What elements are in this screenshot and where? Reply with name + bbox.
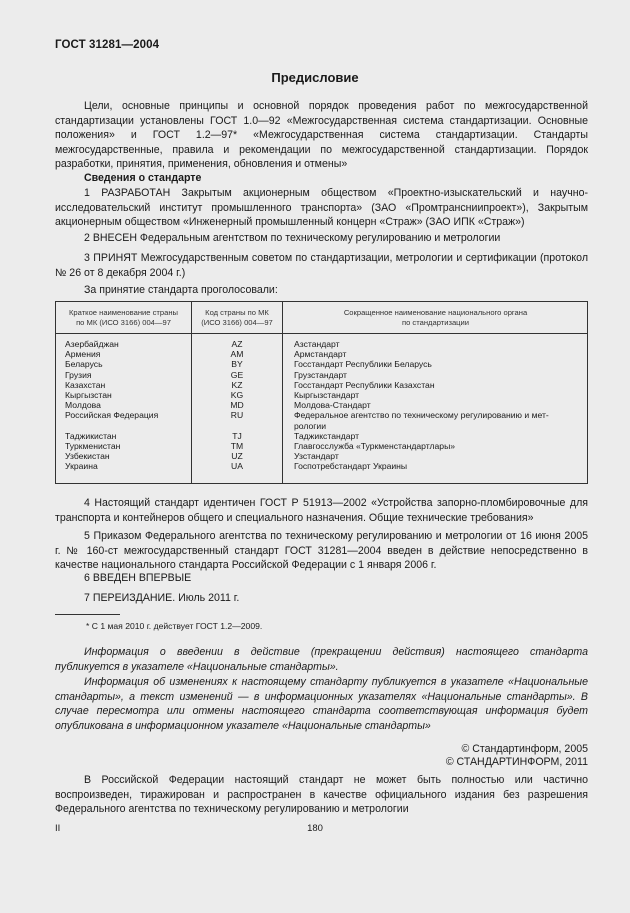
table-cell-code: KZ — [231, 379, 243, 390]
table-cell-country: Армения — [65, 349, 101, 360]
info-1-text: Информация о введении в действие (прекращении действия) настоящего стандарта публикуется в указателе «Национальные стандарты». — [55, 646, 588, 673]
item-5-text: 5 Приказом Федерального агентства по техническому регулированию и метрологии от 16 июня 2005 г. № 160-ст межгосударственный стандарт ГОСТ 31281—2004 введен в действие непосредственно в качестве национального стандарта Российской Федерации с 1 января 2006 г. — [55, 530, 588, 572]
table-cell-body: Федеральное агентство по техническому регулированию и мет- — [294, 410, 549, 421]
table-cell-body: Главгосслужба «Туркменстандартлары» — [294, 440, 456, 451]
table-header-country — [56, 308, 191, 328]
vote-intro: За принятие стандарта проголосовали: — [84, 284, 278, 296]
table-cell-country: Беларусь — [65, 359, 103, 370]
body-column — [294, 339, 584, 471]
table-cell-code: AM — [230, 349, 244, 360]
table-cell-code: TJ — [232, 430, 242, 441]
header-line: по стандартизации — [401, 318, 470, 327]
table-cell-code: MD — [230, 400, 244, 411]
item-2-text: 2 ВНЕСЕН Федеральным агентством по техническому регулированию и метрологии — [84, 232, 501, 244]
table-cell-body: Молдова-Стандарт — [294, 400, 371, 411]
item-5 — [55, 529, 588, 573]
legal-notice — [55, 773, 588, 817]
copyright-2005: © Стандартинформ, 2005 — [461, 743, 588, 755]
table-cell-country: Грузия — [65, 369, 92, 380]
code-column — [192, 339, 282, 471]
item-1-text: 1 РАЗРАБОТАН Закрытым акционерным обществом «Проектно-изыскательский и научно-исследовательский институт промышленного транспорта» (ЗАО «Промтрансниипроект»), Закрытым акционерным обществом «Инженерный промышленный концерн «Страж» (ЗАО ИПК «Страж») — [55, 187, 588, 229]
table-divider — [282, 302, 283, 483]
table-cell-country: Казахстан — [65, 379, 106, 390]
table-cell-body: Узстандарт — [294, 451, 339, 462]
header-line: по МК (ИСО 3166) 004—97 — [76, 318, 171, 327]
table-cell-country: Туркменистан — [65, 440, 121, 451]
table-cell-body: Грузстандарт — [294, 369, 347, 380]
table-cell-body: Азстандарт — [294, 339, 340, 349]
table-cell-country: Российская Федерация — [65, 410, 159, 421]
table-cell-body: Госстандарт Республики Беларусь — [294, 359, 432, 370]
info-paragraph-1 — [55, 645, 588, 674]
info-paragraph-2 — [55, 675, 588, 733]
footnote: * С 1 мая 2010 г. действует ГОСТ 1.2—2009. — [86, 621, 263, 631]
table-spacer — [65, 421, 189, 431]
item-6: 6 ВВЕДЕН ВПЕРВЫЕ — [84, 572, 192, 584]
table-cell-code: UZ — [231, 451, 243, 462]
item-3-text: 3 ПРИНЯТ Межгосударственным советом по стандартизации, метрологии и сертификации (протокол № 26 от 8 декабря 2004 г.) — [55, 252, 588, 279]
item-2 — [55, 231, 588, 246]
table-cell-country: Кыргызстан — [65, 389, 112, 400]
standard-code-header: ГОСТ 31281—2004 — [55, 39, 160, 51]
item-3 — [55, 251, 588, 280]
item-1 — [55, 186, 588, 230]
roman-page-number: II — [55, 823, 61, 834]
table-spacer — [192, 421, 282, 431]
table-cell-code: AZ — [231, 339, 243, 349]
country-column — [65, 339, 189, 471]
info-2-text: Информация об изменениях к настоящему стандарту публикуется в указателе «Национальные стандарты», а текст изменений — в информационных указателях «Национальные стандарты». В случае пересмотра или отмены настоящего стандарта соответствующая информация будет опубликована в информационном указателе «Национальные стандарты» — [55, 676, 588, 732]
table-cell-country: Молдова — [65, 400, 101, 411]
table-header-divider — [56, 333, 587, 334]
table-cell-code: UA — [231, 461, 243, 472]
table-cell-body: Госпотребстандарт Украины — [294, 461, 408, 472]
intro-text: Цели, основные принципы и основной порядок проведения работ по межгосударственной стандартизации установлены ГОСТ 1.0—92 «Межгосударственная система стандартизации. Основные положения» и ГОСТ 1.2—97* «Межгосударственная система стандартизации. Стандарты межгосударственные, правила и рекомендации по межгосударственной стандартизации. Порядок разработки, принятия, применения, обновления и отмены» — [55, 100, 588, 171]
item-4-text: 4 Настоящий стандарт идентичен ГОСТ Р 51913—2002 «Устройства запорно-пломбировочные для транспорта и контейнеров общего и специального назначения. Общие технические требования» — [55, 497, 588, 524]
copyright-2011: © СТАНДАРТИНФОРМ, 2011 — [445, 756, 588, 768]
table-cell-code: GE — [230, 369, 244, 380]
table-cell-body: Кыргызстандарт — [294, 389, 360, 400]
table-cell-code: TM — [230, 440, 244, 451]
header-line: (ИСО 3166) 004—97 — [201, 318, 273, 327]
table-cell-body: Армстандарт — [294, 349, 347, 360]
header-line: Сокращенное наименование национального органа — [343, 308, 528, 317]
header-line: Краткое наименование страны — [69, 308, 178, 317]
section-heading: Сведения о стандарте — [84, 172, 202, 184]
table-header-code — [192, 308, 282, 328]
header-line: Код страны по МК — [205, 308, 269, 317]
table-cell-code: KG — [230, 389, 244, 400]
table-cell-code: RU — [230, 410, 244, 421]
page-title: Предисловие — [271, 70, 359, 85]
footnote-rule — [55, 614, 120, 615]
table-cell-body-continued: рологии — [294, 420, 326, 431]
page-number: 180 — [307, 823, 323, 834]
table-cell-country: Азербайджан — [65, 339, 119, 349]
table-cell-country: Таджикистан — [65, 430, 117, 441]
table-cell-code: BY — [231, 359, 243, 370]
table-cell-country: Украина — [65, 461, 98, 472]
voting-table — [55, 301, 588, 484]
item-7: 7 ПЕРЕИЗДАНИЕ. Июль 2011 г. — [84, 592, 240, 604]
legal-text: В Российской Федерации настоящий стандарт не может быть полностью или частично воспроизведен, тиражирован и распространен в качестве официального издания без разрешения Федерального агентства по техническому регулированию и метрологии — [55, 774, 588, 816]
table-cell-country: Узбекистан — [65, 451, 110, 462]
intro-paragraph — [55, 99, 588, 172]
table-header-body — [283, 308, 588, 328]
table-cell-body: Госстандарт Республики Казахстан — [294, 379, 435, 390]
item-4 — [55, 496, 588, 525]
table-cell-body: Таджикстандарт — [294, 430, 360, 441]
